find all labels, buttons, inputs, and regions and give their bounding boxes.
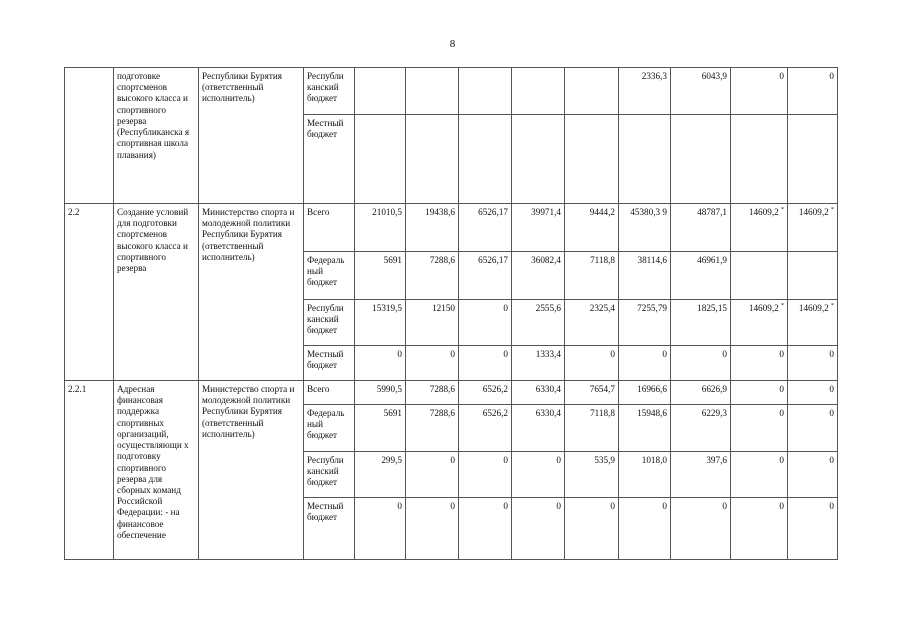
value-cell: 48787,1 <box>671 204 731 252</box>
value-cell: 7288,6 <box>406 381 459 405</box>
source-label-cell: Всего <box>304 381 355 405</box>
value-cell: 0 <box>788 346 838 381</box>
value-cell: 15319,5 <box>355 300 406 346</box>
value-cell: 5691 <box>355 405 406 452</box>
item-name-cell: Создание условий для подготовки спортсменов высокого класса и спортивного резерва <box>114 204 199 381</box>
value-cell: 9444,2 <box>565 204 619 252</box>
value-cell: 46961,9 <box>671 252 731 300</box>
value-cell: 21010,5 <box>355 204 406 252</box>
source-label-cell: Федераль ный бюджет <box>304 252 355 300</box>
value-cell: 0 <box>459 300 512 346</box>
value-cell: 15948,6 <box>619 405 671 452</box>
source-label-cell: Республи канский бюджет <box>304 68 355 115</box>
value-cell <box>619 115 671 204</box>
value-cell: 0 <box>731 381 788 405</box>
value-cell: 16966,6 <box>619 381 671 405</box>
value-cell: 0 <box>731 498 788 560</box>
value-cell: 0 <box>459 346 512 381</box>
value-cell: 0 <box>459 498 512 560</box>
executor-cell: Министерство спорта и молодежной политики Республики Бурятия (ответственный исполнитель) <box>199 381 304 560</box>
value-cell: 0 <box>788 68 838 115</box>
value-cell: 7255,79 <box>619 300 671 346</box>
value-cell: 6043,9 <box>671 68 731 115</box>
value-cell <box>731 115 788 204</box>
value-cell <box>512 115 565 204</box>
value-cell: 0 <box>512 498 565 560</box>
value-cell: 1825,15 <box>671 300 731 346</box>
value-cell: 6626,9 <box>671 381 731 405</box>
value-cell: 0 <box>406 452 459 498</box>
footnote-mark: * <box>831 303 834 309</box>
executor-cell: Республики Бурятия (ответственный исполнитель) <box>199 68 304 204</box>
value-cell: 5691 <box>355 252 406 300</box>
value-text: 14609,2 <box>798 303 829 313</box>
table-row <box>65 381 838 405</box>
value-cell: 7288,6 <box>406 252 459 300</box>
table-row <box>65 68 838 115</box>
value-cell: 0 <box>788 452 838 498</box>
value-cell: 1018,0 <box>619 452 671 498</box>
value-text: 14609,2 <box>748 207 779 217</box>
page-number: 8 <box>449 38 456 50</box>
value-cell: 6526,2 <box>459 381 512 405</box>
value-cell: 6330,4 <box>512 405 565 452</box>
value-cell: 0 <box>355 346 406 381</box>
source-label-cell: Федераль ный бюджет <box>304 405 355 452</box>
source-label-cell: Местный бюджет <box>304 498 355 560</box>
value-cell <box>355 68 406 115</box>
value-cell: 0 <box>731 405 788 452</box>
value-text: 14609,2 <box>748 303 779 313</box>
value-cell <box>671 115 731 204</box>
source-label-cell: Местный бюджет <box>304 115 355 204</box>
value-cell: 6330,4 <box>512 381 565 405</box>
value-cell <box>406 115 459 204</box>
value-cell: 0 <box>565 346 619 381</box>
item-number-cell <box>65 68 114 204</box>
value-cell: 0 <box>731 68 788 115</box>
value-cell: 2325,4 <box>565 300 619 346</box>
item-name-cell: Адресная финансовая поддержка спортивных организаций, осуществляющи х подготовку спортивного резерва для сборных команд Российской Федерации: - на финансовое обеспечение <box>114 381 199 560</box>
value-cell: 0 <box>565 498 619 560</box>
value-cell: 0 <box>788 498 838 560</box>
value-cell <box>731 252 788 300</box>
value-cell <box>731 300 788 346</box>
value-cell: 5990,5 <box>355 381 406 405</box>
value-cell: 0 <box>406 498 459 560</box>
value-cell: 0 <box>671 346 731 381</box>
value-cell: 397,6 <box>671 452 731 498</box>
value-cell <box>731 204 788 252</box>
source-label-cell: Республи канский бюджет <box>304 452 355 498</box>
budget-table <box>64 67 838 560</box>
value-cell <box>788 252 838 300</box>
source-label-cell: Всего <box>304 204 355 252</box>
value-cell: 6526,2 <box>459 405 512 452</box>
value-cell <box>565 115 619 204</box>
value-cell: 0 <box>512 452 565 498</box>
value-cell: 2555,6 <box>512 300 565 346</box>
value-cell <box>512 68 565 115</box>
value-cell: 7654,7 <box>565 381 619 405</box>
value-cell: 0 <box>619 498 671 560</box>
source-label-cell: Местный бюджет <box>304 346 355 381</box>
value-cell: 7118,8 <box>565 252 619 300</box>
value-cell: 19438,6 <box>406 204 459 252</box>
value-cell <box>406 68 459 115</box>
value-cell: 0 <box>731 346 788 381</box>
value-cell: 0 <box>731 452 788 498</box>
value-cell: 535,9 <box>565 452 619 498</box>
value-cell: 45380,3 9 <box>619 204 671 252</box>
source-label-cell: Республи канский бюджет <box>304 300 355 346</box>
value-cell: 7288,6 <box>406 405 459 452</box>
value-cell <box>355 115 406 204</box>
value-cell: 0 <box>355 498 406 560</box>
value-cell: 0 <box>406 346 459 381</box>
value-cell <box>788 115 838 204</box>
item-name-cell: подготовке спортсменов высокого класса и спортивного резерва (Республиканска я спортивная школа плавания) <box>114 68 199 204</box>
value-cell: 0 <box>788 405 838 452</box>
value-text: 14609,2 <box>798 207 829 217</box>
value-cell: 7118,8 <box>565 405 619 452</box>
value-cell <box>565 68 619 115</box>
value-cell: 299,5 <box>355 452 406 498</box>
value-cell: 6526,17 <box>459 204 512 252</box>
value-cell: 36082,4 <box>512 252 565 300</box>
footnote-mark: * <box>781 303 784 309</box>
value-cell: 0 <box>788 381 838 405</box>
executor-cell: Министерство спорта и молодежной политики Республики Бурятия (ответственный исполнитель) <box>199 204 304 381</box>
value-cell <box>788 300 838 346</box>
value-cell: 0 <box>459 452 512 498</box>
value-cell: 38114,6 <box>619 252 671 300</box>
value-cell: 2336,3 <box>619 68 671 115</box>
footnote-mark: * <box>831 207 834 213</box>
value-cell: 0 <box>619 346 671 381</box>
value-cell: 6526,17 <box>459 252 512 300</box>
value-cell: 6229,3 <box>671 405 731 452</box>
value-cell: 1333,4 <box>512 346 565 381</box>
value-cell <box>459 68 512 115</box>
item-number-cell: 2.2.1 <box>65 381 114 560</box>
value-cell <box>459 115 512 204</box>
value-cell <box>788 204 838 252</box>
footnote-mark: * <box>781 207 784 213</box>
table-row <box>65 204 838 252</box>
item-number-cell: 2.2 <box>65 204 114 381</box>
value-cell: 12150 <box>406 300 459 346</box>
value-cell: 39971,4 <box>512 204 565 252</box>
value-cell: 0 <box>671 498 731 560</box>
